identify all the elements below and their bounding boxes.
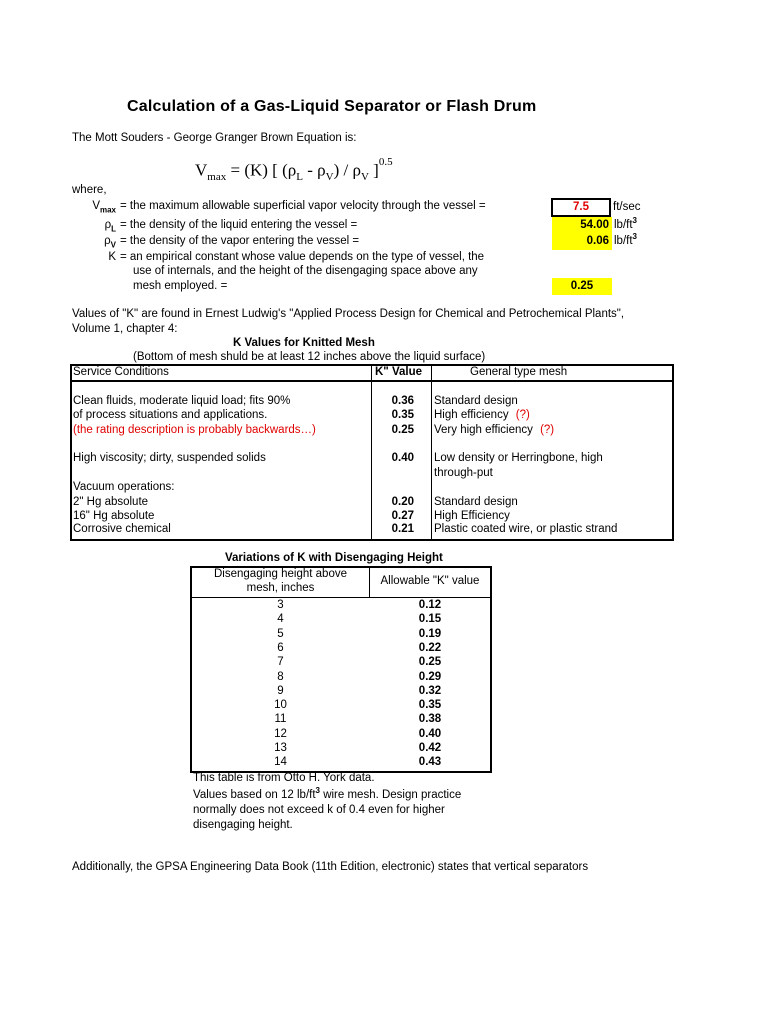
page-title: Calculation of a Gas-Liquid Separator or Flash Drum	[127, 98, 537, 115]
mesh-row-2-service: of process situations and applications.	[73, 409, 268, 421]
height-row-inches: 14	[274, 756, 287, 769]
height-row-inches: 11	[274, 713, 287, 726]
rhov-symbol-sub: V	[110, 240, 116, 250]
def-k-desc-1: = an empirical constant whose value depends on the type of vessel, the	[120, 251, 485, 263]
height-row-inches: 5	[277, 627, 284, 640]
height-row-k-value: 0.35	[418, 699, 442, 712]
eq-part-4: ]	[368, 160, 379, 180]
mesh-row-4-k: 0.40	[391, 452, 414, 464]
mesh-row-5-service: Vacuum operations:	[73, 481, 175, 493]
height-row-k-value: 0.40	[418, 727, 442, 740]
rhol-unit-exp: 3	[632, 216, 637, 226]
height-table-header-rule	[190, 597, 492, 598]
mesh-row-4-type-b: through-put	[434, 467, 493, 479]
def-rhov-symbol	[86, 235, 116, 250]
mesh-row-6-service: 2" Hg absolute	[73, 496, 149, 508]
basis-note-exp: 3	[315, 786, 320, 796]
mesh-row-4-service: High viscosity; dirty, suspended solids	[73, 452, 266, 464]
mesh-row-1-service: Clean fluids, moderate liquid load; fits 90%	[73, 395, 291, 407]
mesh-header-k: K" Value	[375, 366, 422, 378]
height-row-inches: 4	[277, 613, 284, 626]
mesh-table-header-rule	[70, 380, 674, 382]
mesh-row-6-k: 0.20	[391, 496, 414, 508]
height-row-k-value: 0.19	[418, 627, 442, 640]
def-vmax-symbol	[86, 200, 116, 215]
mesh-row-2-type	[434, 409, 530, 421]
mesh-row-1-type: Standard design	[434, 395, 518, 407]
where-label: where,	[72, 184, 107, 196]
mesh-table-title: K Values for Knitted Mesh	[233, 337, 375, 349]
def-k-desc-2: use of internals, and the height of the disengaging space above any	[133, 265, 478, 277]
def-rhol-desc: = the density of the liquid entering the vessel =	[120, 219, 358, 231]
def-rhov-desc: = the density of the vapor entering the vessel =	[120, 235, 360, 247]
height-header-col-2: Allowable "K" value	[380, 575, 480, 587]
rhol-value[interactable]: 54.00	[552, 217, 612, 234]
height-row-inches: 7	[277, 656, 284, 669]
basis-note-3: disengaging height.	[193, 819, 293, 831]
rhov-unit	[614, 232, 637, 247]
mesh-row-7-service: 16" Hg absolute	[73, 510, 155, 522]
vmax-unit: ft/sec	[613, 201, 641, 213]
eq-exponent: 0.5	[378, 156, 393, 168]
height-row-k-value: 0.25	[418, 656, 442, 669]
mesh-row-3-type-note: (?)	[540, 424, 555, 436]
mesh-row-2-type-note: (?)	[515, 409, 530, 421]
height-row-inches: 12	[274, 727, 287, 740]
def-k-desc-3: mesh employed. =	[133, 280, 228, 292]
height-row-k-value: 0.38	[418, 713, 442, 726]
rhov-value[interactable]: 0.06	[552, 233, 612, 250]
rhol-symbol-rho: ρ	[104, 219, 112, 231]
mesh-row-7-type: High Efficiency	[434, 510, 510, 522]
height-row-inches: 9	[277, 684, 284, 697]
eq-sub-l: L	[296, 171, 303, 184]
eq-vmax-sub: max	[207, 171, 227, 184]
height-row-k-value: 0.15	[418, 613, 442, 626]
mesh-row-7-k: 0.27	[391, 510, 414, 522]
mesh-header-service: Service Conditions	[73, 366, 169, 378]
rhov-unit-text: lb/ft	[614, 235, 633, 247]
eq-vmax: V	[195, 160, 208, 180]
eq-part-1: = (K) [ (ρ	[226, 160, 297, 180]
height-row-inches: 6	[277, 641, 284, 654]
vmax-value: 7.5	[573, 201, 589, 213]
vmax-value-box	[551, 198, 611, 217]
mesh-row-2-k: 0.35	[391, 409, 414, 421]
basis-note-1	[193, 786, 462, 801]
york-note: This table is from Otto H. York data.	[193, 772, 375, 784]
height-row-k-value: 0.43	[418, 756, 442, 769]
intro-text: The Mott Souders - George Granger Brown Equation is:	[72, 132, 357, 144]
mesh-row-8-type: Plastic coated wire, or plastic strand	[434, 523, 618, 535]
eq-sub-v2: V	[360, 171, 369, 184]
rhol-unit	[614, 216, 637, 231]
mesh-table-col-divider-2	[431, 364, 432, 541]
height-header-col-1b: mesh, inches	[246, 582, 315, 594]
basis-note-2: normally does not exceed k of 0.4 even for higher	[193, 804, 445, 816]
rhol-symbol-sub: L	[111, 224, 116, 234]
eq-part-2: - ρ	[302, 160, 326, 180]
mesh-row-8-service: Corrosive chemical	[73, 523, 171, 535]
vmax-symbol-sub: max	[99, 205, 116, 215]
def-rhol-symbol	[86, 219, 116, 234]
vmax-symbol-v: V	[92, 200, 100, 212]
height-table-title: Variations of K with Disengaging Height	[225, 552, 443, 564]
basis-note-1b: wire mesh. Design practice	[320, 789, 462, 801]
mesh-row-3-type	[434, 424, 554, 436]
ludwig-ref-line-1: Values of "K" are found in Ernest Ludwig's "Applied Process Design for Chemical and Petrochemical Plants",	[72, 308, 625, 320]
height-row-k-value: 0.22	[418, 641, 442, 654]
k-value[interactable]: 0.25	[552, 278, 612, 295]
rhov-symbol-rho: ρ	[104, 235, 111, 247]
mesh-table-subtitle: (Bottom of mesh shuld be at least 12 inches above the liquid surface)	[133, 351, 486, 363]
def-k-symbol: K	[108, 251, 116, 263]
height-row-inches: 13	[274, 742, 287, 754]
mesh-header-type: General type mesh	[470, 366, 568, 378]
height-row-k-value: 0.42	[418, 742, 442, 754]
mesh-row-2-type-text: High efficiency	[434, 409, 509, 421]
height-row-inches: 10	[274, 699, 287, 712]
mesh-row-3-type-text: Very high efficiency	[434, 424, 533, 436]
mesh-row-1-k: 0.36	[391, 395, 414, 407]
rhol-unit-text: lb/ft	[614, 219, 633, 231]
height-row-inches: 3	[277, 599, 284, 611]
height-row-inches: 8	[277, 670, 284, 683]
rhov-unit-exp: 3	[632, 232, 637, 242]
height-row-k-value: 0.29	[418, 670, 442, 683]
basis-note-1a: Values based on 12 lb/ft	[193, 789, 316, 801]
mott-souders-equation	[195, 156, 393, 184]
mesh-row-6-type: Standard design	[434, 496, 518, 508]
mesh-row-8-k: 0.21	[391, 523, 414, 535]
eq-part-3: ) / ρ	[333, 160, 361, 180]
mesh-row-3-service: (the rating description is probably backwards…)	[73, 424, 316, 436]
height-header-col-1a: Disengaging height above	[214, 568, 347, 580]
gpsa-text: Additionally, the GPSA Engineering Data Book (11th Edition, electronic) states that vertical separators	[72, 861, 589, 873]
height-row-k-value: 0.12	[418, 599, 442, 611]
mesh-row-3-k: 0.25	[391, 424, 414, 436]
def-vmax-desc: = the maximum allowable superficial vapor velocity through the vessel =	[120, 200, 486, 212]
mesh-row-4-type-a: Low density or Herringbone, high	[434, 452, 603, 464]
height-row-k-value: 0.32	[418, 684, 442, 697]
eq-sub-v1: V	[325, 171, 334, 184]
ludwig-ref-line-2: Volume 1, chapter 4:	[72, 323, 178, 335]
